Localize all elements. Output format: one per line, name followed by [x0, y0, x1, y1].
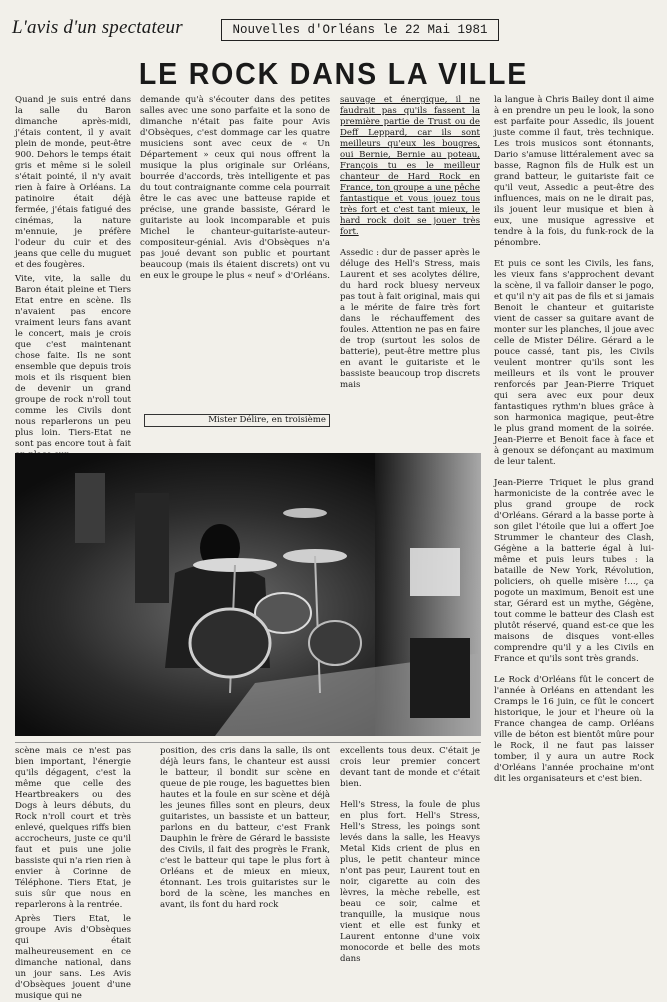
concert-drummer-photo [15, 453, 481, 736]
paragraph: Le Rock d'Orléans fût le concert de l'année à Orléans en attendant les Cramps le 16 juin, ce fût le concert historique, le jour et l'heure où la France changea de camp. Orléans ville de béton est bientôt mûre pour le Rock, il ne faut pas laisser tomber, il y aura un autre Rock d'Orléans l'année prochaine m'ont dit les organisateurs et c'est bien. [494, 675, 654, 784]
column-2-bottom [160, 746, 330, 991]
column-1-bottom [15, 746, 131, 1001]
column-3-top [340, 95, 480, 447]
paragraph: Et puis ce sont les Civils, les fans, les vieux fans s'approchent devant la scène, il va falloir danser le pogo, et qu'il n'y ait pas de fils et si jamais Benoit le chanteur et guitariste vient de casser sa guitare avant de monter sur les planches, il joue avec celle de Mister Délire. Gérard a le pouce cassé, tant pis, les Civils veulent montrer qu'ils sont les meilleurs et ils vont le prouver renforcés par Jean-Pierre Triquet qui sera avec eux pour deux fantastiques rythm'n blues grâce à son harmonica magique, peut-être le plus grand moment de la soirée. Jean-Pierre et Benoit face à face et à genoux se défonçant au maximum de leur talent. [494, 259, 654, 467]
source-box: Nouvelles d'Orléans le 22 Mai 1981 [221, 19, 499, 41]
rubric-title: L'avis d'un spectateur [12, 17, 183, 38]
paragraph: scène mais ce n'est pas bien important, l'énergie qu'ils dégagent, c'est la même que celle des Heartbreakers ou des Dogs à leurs débuts, du Rock n'roll court et très enlevé, quelques riffs bien accrocheurs, juste ce qu'il faut et puis une jolie bassiste qui n'a rien rien à envier à Corinne de Téléphone. Tiers Etat, je suis sûr que nous en reparlerons à la rentrée. [15, 746, 131, 910]
paragraph: Après Tiers Etat, le groupe Avis d'Obsèques qui était malheureusement en ce dimanche national, dans un jour sans. Les Avis d'Obsèques jouent d'une musique qui ne [15, 914, 131, 1001]
paragraph: la langue à Chris Bailey dont il aime à en prendre un peu le look, la sono est parfaite pour Assedic, ils jouent juste comme il faut, très technique. Les trois musicos sont étonnants, Dario s'amuse littéralement avec sa basse, Ragnon fils de Hulk est un grand batteur, le guitariste fait ce qu'il veut, Assedic a peut-être des influences, mais on ne le dirait pas, ils jouent leur musique et bien à eux, une musique agressive et tendre à la fois, du funk-rock de la pénombre. [494, 95, 654, 248]
paragraph: Assedic : dur de passer après le déluge des Hell's Stress, mais Laurent et ses acolytes délire, du hard rock bluesy nerveux pas tout à fait original, mais qui a le mérite de faire très fort dans le réchauffement des foules. Attention ne pas en faire de trop (surtout les solos de batterie), peut-être mettre plus en avant le guitariste et le bassiste beaucoup trop discrets mais [340, 248, 480, 390]
column-1-top [15, 95, 131, 449]
photo-divider [15, 742, 481, 743]
paragraph: Quand je suis entré dans la salle du Baron dimanche après-midi, j'étais content, il y avait plein de monde, peut-être 900. Dehors le temps était gris et même si le soleil s'était pointé, il n'y avait rien à faire à Orléans. La patinoire était déjà fermée, j'étais fatigué des cinémas, la nature m'ennuie, je préfère l'odeur du cuir et des jeans que celle du muguet et des fougères. [15, 95, 131, 270]
column-3-bottom [340, 746, 480, 991]
photo-caption: Mister Délire, en troisième [144, 414, 330, 427]
column-4 [494, 95, 654, 990]
column-2-top [140, 95, 330, 413]
paragraph: excellents tous deux. C'était je crois leur premier concert devant tant de monde et c'était bien. [340, 746, 480, 789]
headline: LE ROCK DANS LA VILLE [138, 56, 529, 91]
paragraph: Jean-Pierre Triquet le plus grand harmoniciste de la contrée avec le plus grand groupe de rock d'Orléans. Gérard a la basse porte à son gilet l'étoile que lui a offert Joe Strummer le chanteur des Clash, Gégène a la batterie égal à lui-même et puis leurs tubes : la bataille de New York, Révolution, policiers, oh quelle misère !..., ça pogote un maximum, Benoit est une star, Gérard est un mythe, Gégène, tout comme le batteur des Clash est plutôt réservé, quand est-ce que les maisons de disques vont-elles comprendre qu'il y a les Civils en France et qu'ils sont très grands. [494, 478, 654, 664]
paragraph: position, des cris dans la salle, ils ont déjà leurs fans, le chanteur est aussi le batteur, il bondit sur scène en queue de pie rouge, les baguettes bien hautes et la foule en sur scène et déjà les jeunes filles sont en pleurs, deux guitaristes, un bassiste et un batteur, parlons en du batteur, c'est Frank Dauphin le frère de Gérard le bassiste des Civils, il fait des progrès le Frank, c'est le batteur qui tape le plus fort à Orléans et de mieux en mieux, étonnant. Les trois guitaristes sur le bord de la scène, les manches en avant, ils font du hard rock [160, 746, 330, 910]
paragraph: sauvage et énergique, il ne faudrait pas qu'ils fassent la première partie de Trust ou de Deff Leppard, car ils sont meilleurs qu'eux les bougres, oui Bernie, Bernie au poteau, François tu es le meilleur chanteur de Hard Rock en France, ton groupe a une pêche fantastique et vous jouez tous très fort et c'est tant mieux, le hard rock doit se jouer très fort. [340, 95, 480, 237]
photo-graphic [15, 453, 481, 736]
paragraph: Hell's Stress, la foule de plus en plus fort. Hell's Stress, Hell's Stress, les poings sont levés dans la salle, les Heavys Metal Kids crient de plus en plus, le petit chanteur mince n'ont pas peur, Laurent tout en noir, cigarette au coin des lèvres, la mèche rebelle, est beau ce soir, calme et tranquille, la musique nous vient et elle est funky et Laurent entonne d'une voix monocorde et belle des mots dans [340, 800, 480, 964]
paragraph: Vite, vite, la salle du Baron était pleine et Tiers Etat entre en scène. Ils n'avaient pas encore vraiment leurs fans avant le concert, mais je crois que c'est maintenant chose faite. Ils ne sont ensemble que depuis trois mois et ils risquent bien de devenir un grand groupe de rock n'roll tout comme les Civils dont nous reparlerons un peu plus loin. Tiers-Etat ne sont pas encore tout à fait [15, 274, 131, 449]
paragraph: demande qu'à s'écouter dans des petites salles avec une sono parfaite et la sono de dimanche n'était pas faite pour Avis d'Obsèques, c'est dommage car les quatre musiciens sont avec ceux de « Un Département » ceux qui nous offrent la musique la plus originale sur Orléans, bourrée d'accords, très intelligente et pas du tout contraignante comme cela pourrait être le cas avec une batteuse rapide et précise, une grande bassiste, Gérard le guitariste au look incomparable et puis Michel le chanteur-guitariste-auteur-compositeur-génial. Avis d'Obsèques n'a pas joué devant son public et pourtant beaucoup (mais ils étaient discrets) ont vu en eux le groupe le plus « neuf » d'Orléans. [140, 95, 330, 281]
